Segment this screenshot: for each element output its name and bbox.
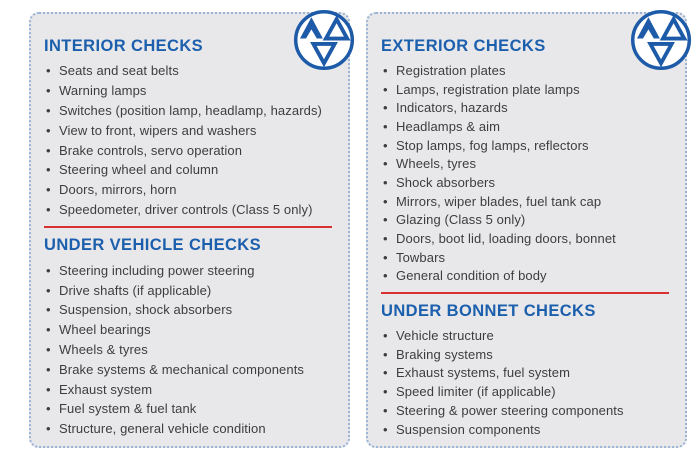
bullet-icon: • bbox=[46, 282, 51, 298]
checks-list bbox=[381, 326, 673, 438]
bullet-icon: • bbox=[383, 62, 388, 78]
bullet-icon: • bbox=[383, 231, 388, 247]
check-item-label: Wheels & tyres bbox=[59, 341, 148, 357]
bullet-icon: • bbox=[383, 81, 388, 97]
checks-list bbox=[44, 260, 336, 438]
bullet-icon: • bbox=[46, 381, 51, 397]
panel-sections bbox=[381, 36, 673, 438]
check-item-label: Shock absorbers bbox=[396, 174, 496, 190]
check-item-label: Warning lamps bbox=[59, 83, 147, 99]
check-item-label: Switches (position lamp, headlamp, hazards) bbox=[59, 102, 322, 118]
check-item-label: Indicators, hazards bbox=[396, 100, 508, 116]
check-item-label: Lamps, registration plate lamps bbox=[396, 81, 580, 97]
check-item-label: Drive shafts (if applicable) bbox=[59, 282, 212, 298]
bullet-icon: • bbox=[383, 212, 388, 228]
bullet-icon: • bbox=[46, 142, 51, 158]
check-item-label: Brake systems & mechanical components bbox=[59, 361, 305, 377]
check-item bbox=[44, 340, 336, 360]
bullet-icon: • bbox=[383, 268, 388, 284]
panel-sections bbox=[44, 36, 336, 439]
check-item bbox=[44, 300, 336, 320]
bullet-icon: • bbox=[46, 322, 51, 338]
bullet-icon: • bbox=[383, 365, 388, 381]
check-item bbox=[381, 267, 673, 286]
bullet-icon: • bbox=[383, 249, 388, 265]
check-item bbox=[44, 359, 336, 379]
check-item-label: Suspension components bbox=[396, 421, 541, 437]
check-item-label: Exhaust system bbox=[59, 381, 153, 397]
check-item bbox=[44, 260, 336, 280]
check-item-label: Vehicle structure bbox=[396, 328, 494, 344]
checks-section bbox=[44, 235, 336, 438]
bullet-icon: • bbox=[46, 182, 51, 198]
check-item bbox=[381, 326, 673, 345]
checks-section bbox=[381, 301, 673, 438]
section-title: INTERIOR CHECKS bbox=[44, 37, 204, 55]
check-item bbox=[44, 101, 336, 121]
section-divider bbox=[44, 226, 332, 228]
check-item bbox=[381, 173, 673, 192]
check-item-label: Exhaust systems, fuel system bbox=[396, 365, 571, 381]
section-title: UNDER VEHICLE CHECKS bbox=[44, 236, 262, 255]
check-item-label: Seats and seat belts bbox=[59, 63, 179, 79]
check-item bbox=[381, 401, 673, 420]
bullet-icon: • bbox=[383, 421, 388, 437]
check-item bbox=[44, 160, 336, 180]
check-item-label: Steering wheel and column bbox=[59, 162, 219, 178]
check-item bbox=[381, 229, 673, 248]
bullet-icon: • bbox=[46, 341, 51, 357]
check-item bbox=[381, 364, 673, 383]
bullet-icon: • bbox=[383, 174, 388, 190]
bullet-icon: • bbox=[46, 401, 51, 417]
section-divider bbox=[381, 292, 669, 294]
bullet-icon: • bbox=[383, 100, 388, 116]
check-item-label: Wheel bearings bbox=[59, 322, 151, 338]
check-item-label: Wheels, tyres bbox=[396, 156, 477, 172]
check-item-label: Glazing (Class 5 only) bbox=[396, 212, 526, 228]
check-item bbox=[381, 192, 673, 211]
check-item-label: Braking systems bbox=[396, 346, 493, 362]
check-item-label: Steering including power steering bbox=[59, 262, 255, 278]
check-item bbox=[44, 180, 336, 200]
check-item bbox=[44, 320, 336, 340]
check-item-label: Towbars bbox=[396, 249, 446, 265]
bullet-icon: • bbox=[383, 193, 388, 209]
section-title: UNDER BONNET CHECKS bbox=[381, 302, 596, 321]
bullet-icon: • bbox=[46, 421, 51, 437]
check-item-label: Suspension, shock absorbers bbox=[59, 302, 233, 318]
bullet-icon: • bbox=[46, 302, 51, 318]
check-item bbox=[381, 80, 673, 99]
check-item-label: General condition of body bbox=[396, 268, 547, 284]
bullet-icon: • bbox=[383, 402, 388, 418]
mot-logo-icon bbox=[293, 9, 355, 71]
check-item-label: Headlamps & aim bbox=[396, 118, 501, 134]
bullet-icon: • bbox=[46, 201, 51, 217]
check-item-label: Speedometer, driver controls (Class 5 only) bbox=[59, 201, 313, 217]
bullet-icon: • bbox=[383, 118, 388, 134]
check-item-label: Steering & power steering components bbox=[396, 402, 624, 418]
bullet-icon: • bbox=[46, 102, 51, 118]
check-item-label: Mirrors, wiper blades, fuel tank cap bbox=[396, 193, 602, 209]
check-item bbox=[44, 399, 336, 419]
check-item bbox=[381, 248, 673, 267]
check-item bbox=[381, 117, 673, 136]
bullet-icon: • bbox=[383, 328, 388, 344]
section-title: EXTERIOR CHECKS bbox=[381, 37, 546, 55]
bullet-icon: • bbox=[46, 63, 51, 79]
check-item-label: Doors, mirrors, horn bbox=[59, 182, 177, 198]
bullet-icon: • bbox=[383, 384, 388, 400]
check-item-label: View to front, wipers and washers bbox=[59, 122, 257, 138]
check-item-label: Stop lamps, fog lamps, reflectors bbox=[396, 137, 589, 153]
check-item-label: Doors, boot lid, loading doors, bonnet bbox=[396, 231, 616, 247]
check-item bbox=[381, 420, 673, 439]
bullet-icon: • bbox=[46, 361, 51, 377]
check-item bbox=[44, 81, 336, 101]
checks-panel bbox=[366, 12, 687, 448]
check-item-label: Brake controls, servo operation bbox=[59, 142, 243, 158]
check-item-label: Speed limiter (if applicable) bbox=[396, 384, 556, 400]
checks-section bbox=[381, 36, 673, 285]
bullet-icon: • bbox=[46, 162, 51, 178]
check-item bbox=[44, 419, 336, 439]
check-item bbox=[381, 136, 673, 155]
checks-list bbox=[381, 61, 673, 285]
check-item bbox=[44, 280, 336, 300]
check-item-label: Registration plates bbox=[396, 62, 506, 78]
check-item bbox=[381, 382, 673, 401]
check-item bbox=[381, 345, 673, 364]
bullet-icon: • bbox=[383, 156, 388, 172]
bullet-icon: • bbox=[46, 122, 51, 138]
bullet-icon: • bbox=[383, 137, 388, 153]
bullet-icon: • bbox=[46, 262, 51, 278]
check-item-label: Structure, general vehicle condition bbox=[59, 421, 266, 437]
check-item bbox=[44, 379, 336, 399]
check-item bbox=[381, 98, 673, 117]
check-item bbox=[44, 120, 336, 140]
check-item bbox=[381, 211, 673, 230]
bullet-icon: • bbox=[46, 83, 51, 99]
bullet-icon: • bbox=[383, 346, 388, 362]
checks-panel bbox=[29, 12, 350, 448]
check-item bbox=[381, 154, 673, 173]
check-item-label: Fuel system & fuel tank bbox=[59, 401, 197, 417]
check-item bbox=[44, 140, 336, 160]
checks-list bbox=[44, 61, 336, 219]
check-item bbox=[44, 200, 336, 220]
mot-logo-icon bbox=[630, 9, 692, 71]
